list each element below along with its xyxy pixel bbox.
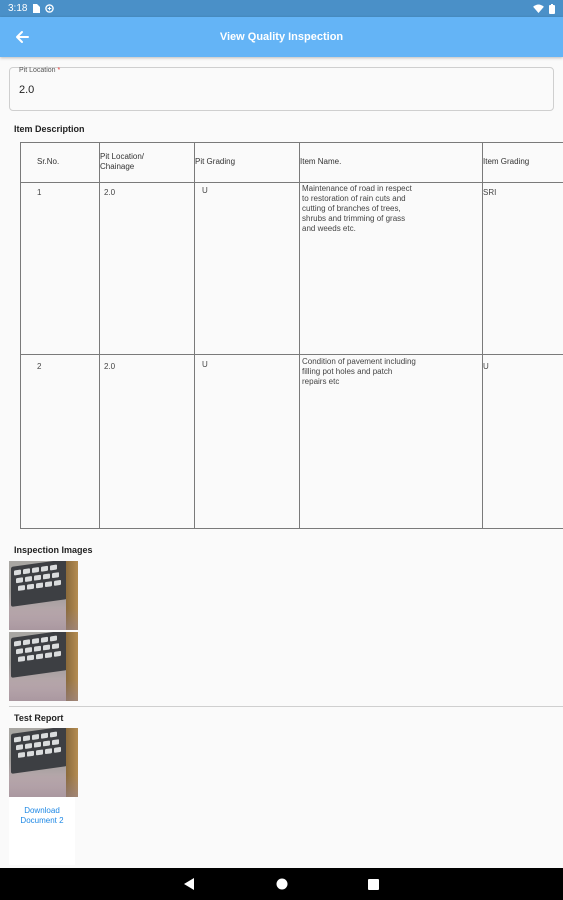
- required-mark: *: [57, 67, 61, 74]
- pit-location-field[interactable]: [9, 67, 554, 111]
- app-bar: [0, 17, 563, 57]
- row-1-sr-no: 1: [37, 188, 42, 197]
- row-2-pit-location: 2.0: [104, 362, 116, 371]
- status-bar: [0, 0, 563, 17]
- column-header-pit-location: Pit Location/ Chainage: [100, 152, 145, 171]
- column-header-sr-no: Sr.No.: [37, 157, 60, 166]
- row-2-item-name: Condition of pavement including filling pot holes and patch repairs etc: [302, 357, 416, 386]
- battery-icon: [549, 4, 555, 14]
- recents-square-icon: [368, 879, 379, 890]
- wifi-icon: [533, 4, 544, 13]
- pit-location-value: 2.0: [19, 84, 35, 96]
- back-triangle-icon: [184, 878, 195, 890]
- test-report-heading: Test Report: [14, 713, 64, 723]
- download-document-link[interactable]: Download Document 2: [20, 806, 64, 825]
- column-header-item-name: Item Name.: [300, 157, 342, 166]
- row-2-item-grading: U: [483, 362, 489, 371]
- column-header-pit-grading: Pit Grading: [195, 157, 236, 166]
- row-1-pit-grading: U: [202, 186, 208, 195]
- system-nav-bar: [0, 868, 563, 900]
- sim-icon: [32, 4, 40, 13]
- nav-recents-button[interactable]: [364, 874, 384, 894]
- arrow-left-icon: [15, 30, 29, 44]
- nav-back-button[interactable]: [180, 874, 200, 894]
- section-divider: [9, 706, 563, 707]
- inspection-images-heading: Inspection Images: [14, 545, 93, 555]
- home-circle-icon: [276, 878, 288, 890]
- row-1-item-grading: SRI: [483, 188, 497, 197]
- status-time: 3:18: [8, 3, 28, 14]
- inspection-image-thumbnail[interactable]: [9, 561, 78, 630]
- test-report-card: [9, 728, 75, 865]
- row-2-pit-grading: U: [202, 360, 208, 369]
- row-2-sr-no: 2: [37, 362, 42, 371]
- page-title: View Quality Inspection: [219, 31, 344, 43]
- row-1-item-name: Maintenance of road in respect to restoration of rain cuts and cutting of branches of trees, shrubs and trimming of grass and weeds etc.: [302, 184, 412, 233]
- row-1-pit-location: 2.0: [104, 188, 116, 197]
- column-header-item-grading: Item Grading: [483, 157, 530, 166]
- inspection-image-thumbnail[interactable]: [9, 632, 78, 701]
- item-description-table: [20, 142, 563, 529]
- data-saver-icon: [45, 4, 54, 13]
- pit-location-label: Pit Location *: [19, 67, 61, 74]
- back-button[interactable]: [7, 22, 37, 52]
- item-description-heading: Item Description: [14, 124, 85, 134]
- test-report-thumbnail[interactable]: [9, 728, 78, 797]
- nav-home-button[interactable]: [272, 874, 292, 894]
